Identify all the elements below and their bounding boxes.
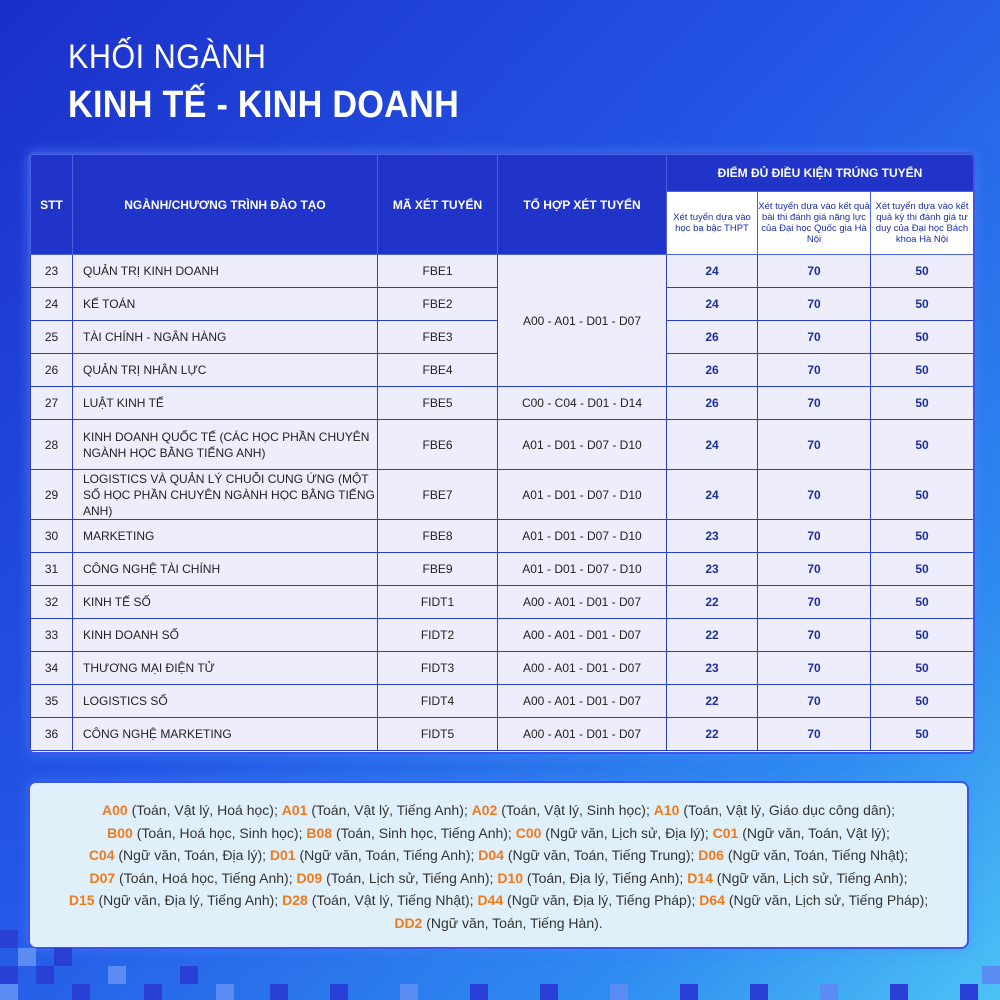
row-score-thpt: 24 [667,420,758,470]
row-score-vnu: 70 [758,470,871,520]
combo-subjects: (Toán, Vật lý, Tiếng Nhật); [311,892,474,908]
row-score-hust: 50 [871,387,974,420]
row-combo: A00 - A01 - D01 - D07 [498,619,667,652]
row-program: THƯƠNG MẠI ĐIỆN TỬ [73,652,378,685]
combo-code: A10 [653,802,680,818]
row-score-thpt: 22 [667,718,758,751]
table-row [31,718,974,751]
row-program: TÀI CHÍNH - NGÂN HÀNG [73,321,378,354]
row-score-thpt: 24 [667,255,758,288]
table-row [31,255,974,288]
combo-subjects: (Ngữ văn, Toán, Tiếng Hàn). [426,914,603,931]
row-score-thpt: 22 [667,619,758,652]
row-score-vnu: 70 [758,586,871,619]
row-stt: 30 [31,520,73,553]
combo-subjects: (Ngữ văn, Địa lý, Tiếng Pháp); [507,892,696,908]
heading-line2: KINH TẾ - KINH DOANH [68,84,460,126]
combo-code: D14 [687,869,713,886]
row-score-vnu: 70 [758,354,871,387]
row-score-hust: 50 [871,470,974,520]
pixel-block [400,984,418,1000]
combo-subjects: (Ngữ văn, Toán, Vật lý); [742,824,890,841]
row-combo: A01 - D01 - D07 - D10 [498,553,667,586]
row-code: FIDT4 [378,685,498,718]
row-code: FBE2 [378,288,498,321]
row-code: FBE6 [378,420,498,470]
combo-subjects: (Toán, Hoá học, Tiếng Anh); [119,869,293,886]
table-row [31,586,974,619]
combo-code: D07 [89,869,116,886]
combo-subjects: (Ngữ văn, Toán, Tiếng Anh); [299,847,475,863]
row-program: KINH TẾ SỐ [73,586,378,619]
row-stt: 33 [31,619,73,652]
row-score-vnu: 70 [758,321,871,354]
combo-subjects: (Toán, Sinh học, Tiếng Anh); [335,824,512,841]
pixel-block [36,966,54,984]
row-program: CÔNG NGHỆ MARKETING [73,718,378,751]
row-score-vnu: 70 [758,255,871,288]
header-code: MÃ XÉT TUYỂN [378,155,498,255]
row-code: FIDT2 [378,619,498,652]
combo-code: A01 [281,802,308,818]
legend-line [30,822,967,845]
header-score-thpt: Xét tuyển dựa vào học bạ bậc THPT [667,192,758,255]
legend-line [30,844,967,867]
pixel-block [108,966,126,984]
pixel-block [960,984,978,1000]
header-score-group: ĐIỂM ĐỦ ĐIỀU KIỆN TRÚNG TUYỂN [667,155,974,192]
row-stt: 24 [31,288,73,321]
combo-code: A00 [101,802,128,818]
row-score-hust: 50 [871,255,974,288]
table-row [31,652,974,685]
row-stt: 28 [31,420,73,470]
legend-line [30,912,967,935]
combo-subjects: (Toán, Vật lý, Sinh học); [501,802,650,818]
pixel-block [54,948,72,966]
row-score-thpt: 26 [667,354,758,387]
combo-code: D06 [698,847,724,863]
row-score-vnu: 70 [758,619,871,652]
row-code: FBE8 [378,520,498,553]
combo-subjects: (Ngữ văn, Toán, Địa lý); [118,847,267,863]
row-program: QUẢN TRỊ KINH DOANH [73,255,378,288]
row-program: KẾ TOÁN [73,288,378,321]
row-score-thpt: 26 [667,387,758,420]
row-combo: A00 - A01 - D01 - D07 [498,718,667,751]
row-score-vnu: 70 [758,420,871,470]
row-score-hust: 50 [871,321,974,354]
row-stt: 36 [31,718,73,751]
pixel-block [820,984,838,1000]
combo-code: D15 [68,892,95,908]
row-score-thpt: 24 [667,470,758,520]
row-program: LUẬT KINH TẾ [73,387,378,420]
combo-code: C01 [712,824,739,841]
pixel-block [680,984,698,1000]
row-stt: 32 [31,586,73,619]
header-stt: STT [31,155,73,255]
row-combo: A01 - D01 - D07 - D10 [498,420,667,470]
pixel-block [270,984,288,1000]
row-score-vnu: 70 [758,553,871,586]
pixel-block [180,966,198,984]
admission-table [28,152,975,754]
row-score-hust: 50 [871,619,974,652]
pixel-block [144,984,162,1000]
combo-code: D64 [699,892,725,908]
row-program: KINH DOANH QUỐC TẾ (CÁC HỌC PHẦN CHUYÊN NGÀNH HỌC BẰNG TIẾNG ANH) [73,420,378,470]
pixel-block [982,966,1000,984]
row-code: FBE9 [378,553,498,586]
row-combo: A00 - A01 - D01 - D07 [498,652,667,685]
pixel-block [0,966,18,984]
row-code: FBE7 [378,470,498,520]
row-combo: A00 - A01 - D01 - D07 [498,586,667,619]
combo-code: C00 [515,824,542,841]
pixel-block [72,984,90,1000]
row-code: FBE3 [378,321,498,354]
pixel-block [216,984,234,1000]
combo-subjects: (Toán, Hoá học, Sinh học); [136,824,303,841]
row-code: FIDT3 [378,652,498,685]
row-code: FBE5 [378,387,498,420]
row-stt: 25 [31,321,73,354]
row-score-vnu: 70 [758,652,871,685]
pixel-block [0,930,18,948]
pixel-block [610,984,628,1000]
pixel-block [470,984,488,1000]
row-code: FBE4 [378,354,498,387]
header-combo: TỔ HỢP XÉT TUYỂN [498,155,667,255]
row-score-hust: 50 [871,586,974,619]
table-row [31,470,974,520]
row-score-thpt: 23 [667,553,758,586]
row-score-hust: 50 [871,520,974,553]
combo-code: A02 [471,802,498,818]
heading-line1: KHỐI NGÀNH [68,38,267,76]
combo-subjects: (Ngữ văn, Lịch sử, Tiếng Anh); [716,869,908,886]
combo-code: D04 [478,847,504,863]
row-stt: 23 [31,255,73,288]
combo-subjects: (Toán, Vật lý, Giáo dục công dân); [683,802,896,818]
row-stt: 31 [31,553,73,586]
row-score-thpt: 22 [667,685,758,718]
pixel-block [0,984,18,1000]
row-stt: 27 [31,387,73,420]
row-score-thpt: 22 [667,586,758,619]
row-score-vnu: 70 [758,718,871,751]
row-score-hust: 50 [871,718,974,751]
row-score-thpt: 23 [667,520,758,553]
combo-code: D28 [282,892,308,908]
row-score-vnu: 70 [758,387,871,420]
row-combo: A01 - D01 - D07 - D10 [498,520,667,553]
row-score-thpt: 26 [667,321,758,354]
row-combo: A00 - A01 - D01 - D07 [498,255,667,387]
table-row [31,420,974,470]
row-score-hust: 50 [871,553,974,586]
row-score-vnu: 70 [758,685,871,718]
row-stt: 35 [31,685,73,718]
combo-subjects: (Ngữ văn, Lịch sử, Địa lý); [545,824,709,841]
table-row [31,685,974,718]
row-score-vnu: 70 [758,288,871,321]
row-score-thpt: 23 [667,652,758,685]
combo-subjects: (Ngữ văn, Địa lý, Tiếng Anh); [98,892,279,908]
combo-subjects: (Ngữ văn, Toán, Tiếng Trung); [507,847,695,863]
row-score-hust: 50 [871,354,974,387]
row-combo: C00 - C04 - D01 - D14 [498,387,667,420]
row-score-vnu: 70 [758,520,871,553]
table-row [31,619,974,652]
row-score-thpt: 24 [667,288,758,321]
row-stt: 29 [31,470,73,520]
pixel-block [330,984,348,1000]
table-row [31,520,974,553]
row-score-hust: 50 [871,288,974,321]
row-code: FIDT1 [378,586,498,619]
combo-code: B00 [107,824,133,841]
legend-line [30,889,967,912]
header-score-hust: Xét tuyển dựa vào kết quả kỳ thi đánh giá tư duy của Đại học Bách khoa Hà Nội [871,192,974,255]
row-stt: 26 [31,354,73,387]
row-program: MARKETING [73,520,378,553]
subject-combination-legend [28,781,969,949]
row-program: LOGISTICS SỐ [73,685,378,718]
combo-code: D10 [497,869,524,886]
legend-line [30,867,967,890]
row-code: FIDT5 [378,718,498,751]
combo-subjects: (Toán, Lịch sử, Tiếng Anh); [326,869,494,886]
row-stt: 34 [31,652,73,685]
row-program: KINH DOANH SỐ [73,619,378,652]
table-row [31,553,974,586]
combo-code: DD2 [394,914,423,931]
combo-code: D44 [477,892,504,908]
table-row [31,387,974,420]
row-score-hust: 50 [871,685,974,718]
row-score-hust: 50 [871,420,974,470]
combo-subjects: (Toán, Vật lý, Tiếng Anh); [311,802,468,818]
row-program: LOGISTICS VÀ QUẢN LÝ CHUỖI CUNG ỨNG (MỘT SỐ HỌC PHẦN CHUYÊN NGÀNH HỌC BẰNG TIẾNG ANH) [73,470,378,520]
header-program: NGÀNH/CHƯƠNG TRÌNH ĐÀO TẠO [73,155,378,255]
pixel-block [890,984,908,1000]
combo-subjects: (Ngữ văn, Toán, Tiếng Nhật); [727,847,909,863]
row-program: CÔNG NGHỆ TÀI CHÍNH [73,553,378,586]
row-combo: A01 - D01 - D07 - D10 [498,470,667,520]
combo-code: B08 [306,824,333,841]
row-score-hust: 50 [871,652,974,685]
combo-subjects: (Toán, Địa lý, Tiếng Anh); [526,869,684,886]
combo-subjects: (Toán, Vật lý, Hoá học); [131,802,278,818]
header-score-vnu: Xét tuyển dựa vào kết quả bài thi đánh giá năng lực của Đại học Quốc gia Hà Nội [758,192,871,255]
pixel-block [18,948,36,966]
pixel-block [540,984,558,1000]
legend-line [30,799,967,822]
row-program: QUẢN TRỊ NHÂN LỰC [73,354,378,387]
combo-code: C04 [88,847,115,863]
combo-code: D09 [296,869,323,886]
pixel-block [750,984,768,1000]
combo-subjects: (Ngữ văn, Lịch sử, Tiếng Pháp); [728,892,929,908]
combo-code: D01 [269,847,296,863]
row-code: FBE1 [378,255,498,288]
row-combo: A00 - A01 - D01 - D07 [498,685,667,718]
table-body [31,255,974,751]
